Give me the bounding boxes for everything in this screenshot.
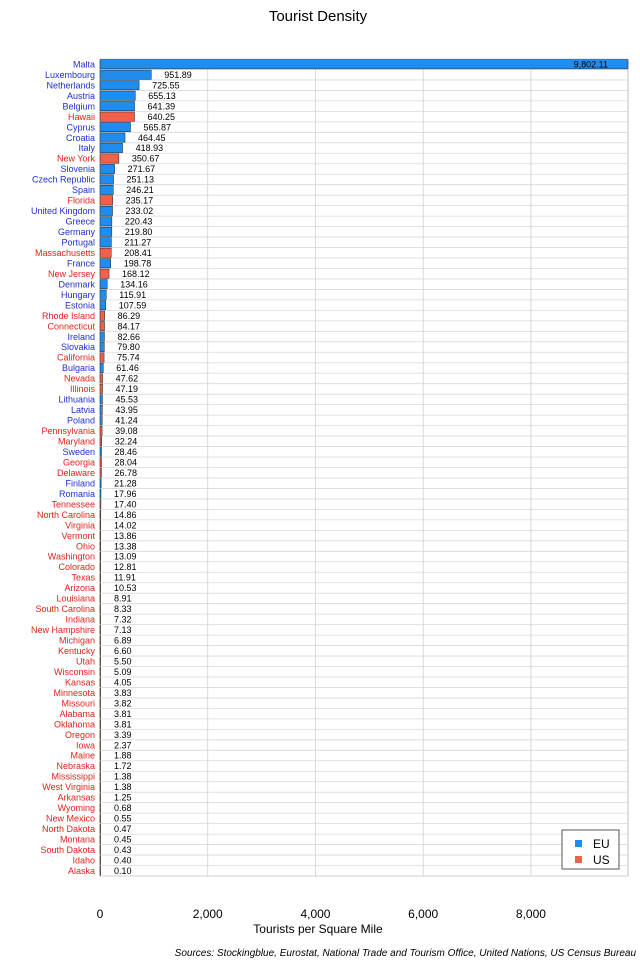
bar: [100, 154, 119, 163]
bar: [100, 500, 101, 509]
bar: [100, 824, 101, 833]
bar: [100, 395, 102, 404]
category-label: Czech Republic: [31, 174, 95, 185]
category-label: Hawaii: [67, 111, 95, 122]
category-label: Delaware: [56, 467, 95, 478]
value-label: 168.12: [122, 268, 150, 279]
value-label: 1.38: [114, 782, 132, 793]
bar: [100, 730, 101, 739]
bar: [100, 164, 115, 173]
category-label: Michigan: [58, 635, 95, 646]
value-label: 6.60: [114, 646, 132, 657]
bar: [100, 227, 112, 236]
category-label: South Dakota: [40, 845, 95, 856]
bar: [100, 678, 101, 687]
value-label: 28.46: [114, 446, 138, 457]
category-label: New Mexico: [45, 813, 95, 824]
bar: [100, 405, 102, 414]
category-label: Oregon: [64, 729, 95, 740]
bar: [100, 143, 123, 152]
bar: [100, 866, 101, 875]
category-label: Minnesota: [53, 687, 95, 698]
value-label: 26.78: [114, 467, 137, 478]
bar: [100, 856, 101, 865]
category-label: Alaska: [67, 865, 95, 876]
value-label: 13.09: [114, 551, 137, 562]
bar: [100, 238, 111, 247]
category-label: Ohio: [75, 541, 95, 552]
category-label: Slovenia: [60, 164, 95, 175]
value-label: 13.38: [114, 541, 137, 552]
bar: [100, 60, 628, 69]
bar: [100, 667, 101, 676]
bar: [100, 740, 101, 749]
category-label: Denmark: [58, 279, 95, 290]
category-label: France: [66, 258, 95, 269]
category-label: Georgia: [62, 457, 95, 468]
value-label: 951.89: [164, 69, 192, 80]
value-label: 251.13: [126, 174, 155, 185]
bar: [100, 185, 113, 194]
category-label: Ireland: [67, 331, 95, 342]
value-label: 8.33: [114, 604, 132, 615]
value-label: 3.81: [114, 708, 132, 719]
value-label: 198.78: [123, 258, 152, 269]
bar: [100, 122, 130, 131]
value-label: 2.37: [114, 740, 132, 751]
category-label: New Hampshire: [30, 625, 95, 636]
value-label: 45.53: [115, 394, 138, 405]
bar: [100, 709, 101, 718]
value-label: 1.38: [114, 771, 132, 782]
bar: [100, 468, 101, 477]
value-label: 3.81: [114, 719, 132, 730]
bar: [100, 196, 113, 205]
category-labels: [31, 59, 96, 876]
category-label: Kansas: [64, 677, 95, 688]
category-label: North Carolina: [36, 509, 95, 520]
bar: [100, 510, 101, 519]
category-label: Hungary: [60, 289, 95, 300]
category-label: Latvia: [70, 405, 95, 416]
bar: [100, 217, 112, 226]
category-label: Lithuania: [58, 394, 95, 405]
category-label: California: [56, 352, 95, 363]
value-label: 0.68: [114, 803, 132, 814]
category-label: Idaho: [72, 855, 95, 866]
category-label: Oklahoma: [53, 719, 95, 730]
category-label: Greece: [65, 216, 95, 227]
bar: [100, 573, 101, 582]
category-label: Kentucky: [57, 646, 95, 657]
category-label: Nebraska: [56, 761, 95, 772]
category-label: Luxembourg: [44, 69, 95, 80]
category-label: Belgium: [62, 101, 95, 112]
category-label: Connecticut: [47, 321, 95, 332]
bar: [100, 479, 101, 488]
category-label: South Carolina: [35, 604, 95, 615]
value-label: 464.45: [138, 132, 166, 143]
value-label: 5.09: [114, 666, 132, 677]
bar: [100, 447, 102, 456]
bar: [100, 657, 101, 666]
value-label: 9,802.11: [573, 59, 608, 70]
bar: [100, 845, 101, 854]
value-label: 12.81: [114, 562, 137, 573]
category-label: Maine: [70, 750, 95, 761]
bar: [100, 259, 111, 268]
value-label: 640.25: [147, 111, 176, 122]
x-axis-ticks: [97, 907, 547, 921]
value-label: 725.55: [152, 80, 180, 91]
value-label: 7.13: [114, 625, 132, 636]
category-label: Finland: [65, 478, 95, 489]
category-label: Italy: [78, 143, 95, 154]
value-label: 0.47: [114, 824, 132, 835]
value-label: 350.67: [131, 153, 160, 164]
value-label: 21.28: [114, 478, 137, 489]
value-label: 1.72: [114, 761, 132, 772]
bar: [100, 772, 101, 781]
bar: [100, 112, 134, 121]
bar: [100, 437, 102, 446]
category-label: Montana: [59, 834, 95, 845]
value-label: 14.86: [114, 509, 137, 520]
value-label: 17.96: [114, 488, 137, 499]
category-label: Portugal: [61, 237, 95, 248]
category-label: Arkansas: [57, 792, 95, 803]
value-label: 43.95: [115, 405, 138, 416]
x-tick-label: 4,000: [300, 907, 331, 921]
bar: [100, 761, 101, 770]
value-label: 61.46: [116, 363, 139, 374]
category-label: Romania: [58, 488, 95, 499]
bar: [100, 269, 109, 278]
value-label: 8.91: [114, 593, 132, 604]
bar: [100, 290, 106, 299]
bar: [100, 280, 107, 289]
category-label: Poland: [66, 415, 95, 426]
value-label: 41.24: [115, 415, 138, 426]
bar: [100, 594, 101, 603]
value-label: 208.41: [124, 247, 152, 258]
category-label: Slovakia: [60, 342, 95, 353]
value-label: 235.17: [125, 195, 154, 206]
value-label: 115.91: [119, 289, 147, 300]
x-tick-label: 6,000: [408, 907, 439, 921]
value-label: 0.43: [114, 845, 132, 856]
value-label: 10.53: [114, 583, 137, 594]
bar: [100, 384, 103, 393]
bar: [100, 91, 135, 100]
bar: [100, 520, 101, 529]
category-label: Nevada: [63, 373, 95, 384]
bar: [100, 374, 103, 383]
value-label: 4.05: [114, 677, 132, 688]
category-label: Arizona: [64, 583, 95, 594]
bar: [100, 133, 125, 142]
category-label: Indiana: [65, 614, 95, 625]
value-label: 271.67: [127, 164, 156, 175]
value-label: 0.40: [114, 855, 132, 866]
category-label: Germany: [57, 227, 95, 238]
category-label: Wisconsin: [53, 666, 95, 677]
grid-lines: [100, 59, 628, 876]
x-tick-label: 8,000: [515, 907, 546, 921]
value-label: 3.82: [114, 698, 132, 709]
value-label: 0.55: [114, 813, 132, 824]
bar: [100, 814, 101, 823]
value-label: 47.19: [115, 384, 139, 395]
category-label: Washington: [47, 551, 95, 562]
bar: [100, 321, 105, 330]
category-label: Alabama: [59, 708, 95, 719]
category-label: Austria: [66, 90, 95, 101]
value-label: 655.13: [148, 90, 176, 101]
value-label: 7.32: [114, 614, 132, 625]
bar: [100, 751, 101, 760]
category-label: West Virginia: [42, 782, 95, 793]
category-label: Massachusetts: [34, 247, 95, 258]
category-label: Bulgaria: [61, 363, 95, 374]
value-label: 1.25: [114, 792, 132, 803]
category-label: Croatia: [65, 132, 95, 143]
bar: [100, 353, 104, 362]
value-label: 246.21: [126, 185, 154, 196]
value-label: 11.91: [114, 572, 136, 583]
category-label: Netherlands: [46, 80, 95, 91]
value-label: 14.02: [114, 520, 137, 531]
category-label: New York: [56, 153, 95, 164]
bar: [100, 552, 101, 561]
legend-swatch-eu: [575, 840, 582, 847]
x-tick-label: 2,000: [192, 907, 223, 921]
value-label: 82.66: [117, 331, 140, 342]
bar: [100, 311, 105, 320]
bar: [100, 426, 102, 435]
bar: [100, 248, 111, 257]
bar: [100, 175, 114, 184]
value-label: 211.27: [124, 237, 152, 248]
value-label: 418.93: [135, 143, 164, 154]
bar: [100, 342, 104, 351]
category-label: Rhode Island: [41, 310, 95, 321]
bar: [100, 206, 113, 215]
value-label: 220.43: [124, 216, 153, 227]
legend: [562, 830, 619, 869]
value-label: 5.50: [114, 656, 132, 667]
category-label: Mississippi: [51, 771, 95, 782]
category-label: Missouri: [61, 698, 95, 709]
bar: [100, 70, 151, 79]
bar: [100, 416, 102, 425]
value-label: 75.74: [117, 352, 140, 363]
value-label: 39.08: [115, 426, 138, 437]
value-label: 84.17: [117, 321, 141, 332]
legend-swatch-us: [575, 856, 582, 863]
value-label: 233.02: [125, 206, 154, 217]
value-label: 219.80: [124, 227, 153, 238]
bar: [100, 101, 135, 110]
category-label: Maryland: [57, 436, 95, 447]
category-label: Illinois: [69, 384, 95, 395]
bar: [100, 531, 101, 540]
bar: [100, 458, 102, 467]
bar: [100, 688, 101, 697]
value-label: 47.62: [115, 373, 139, 384]
category-label: Vermont: [61, 530, 95, 541]
value-label: 3.39: [114, 729, 132, 740]
bar: [100, 835, 101, 844]
bar: [100, 625, 101, 634]
category-label: Estonia: [64, 300, 95, 311]
legend-label-eu: EU: [593, 837, 610, 851]
category-label: Spain: [71, 185, 95, 196]
bar: [100, 583, 101, 592]
category-label: Utah: [75, 656, 95, 667]
bar: [100, 541, 101, 550]
bar: [100, 699, 101, 708]
value-label: 86.29: [117, 310, 141, 321]
chart-title: Tourist Density: [268, 8, 368, 25]
bar: [100, 803, 101, 812]
category-label: Malta: [72, 59, 95, 70]
category-label: Louisiana: [56, 593, 95, 604]
value-label: 134.16: [120, 279, 148, 290]
category-label: Florida: [67, 195, 95, 206]
value-label: 79.80: [117, 342, 140, 353]
category-label: Pennsylvania: [41, 426, 95, 437]
category-label: North Dakota: [41, 824, 95, 835]
value-label: 3.83: [114, 687, 132, 698]
bar: [100, 719, 101, 728]
category-label: Tennessee: [51, 499, 95, 510]
bar: [100, 636, 101, 645]
bar: [100, 332, 104, 341]
category-label: Virginia: [65, 520, 95, 531]
value-label: 641.39: [147, 101, 176, 112]
value-label: 0.45: [114, 834, 132, 845]
bar: [100, 782, 101, 791]
bar: [100, 489, 101, 498]
bar: [100, 604, 101, 613]
category-label: Iowa: [75, 740, 95, 751]
bar: [100, 301, 106, 310]
category-label: Wyoming: [57, 803, 95, 814]
bar: [100, 81, 139, 90]
bar: [100, 562, 101, 571]
category-label: New Jersey: [47, 268, 95, 279]
value-label: 6.89: [114, 635, 132, 646]
bar: [100, 793, 101, 802]
category-label: Colorado: [58, 562, 95, 573]
value-label: 32.24: [114, 436, 138, 447]
value-label: 565.87: [143, 122, 172, 133]
category-label: Texas: [71, 572, 95, 583]
value-label: 13.86: [114, 530, 137, 541]
x-axis-label: Tourists per Square Mile: [253, 922, 383, 936]
bar: [100, 363, 103, 372]
source-note: Sources: Stockingblue, Eurostat, National Trade and Tourism Office, United Nations, US Census Bureau: [174, 948, 636, 959]
category-label: United Kingdom: [30, 206, 95, 217]
category-label: Sweden: [62, 446, 95, 457]
category-label: Cyprus: [66, 122, 95, 133]
value-label: 1.88: [114, 750, 132, 761]
bar: [100, 646, 101, 655]
legend-box: [562, 830, 619, 869]
value-label: 0.10: [114, 865, 132, 876]
bar: [100, 615, 101, 624]
value-label: 107.59: [118, 300, 147, 311]
legend-label-us: US: [593, 853, 610, 867]
value-label: 17.40: [114, 499, 137, 510]
x-tick-label: 0: [96, 907, 104, 921]
value-label: 28.04: [114, 457, 138, 468]
